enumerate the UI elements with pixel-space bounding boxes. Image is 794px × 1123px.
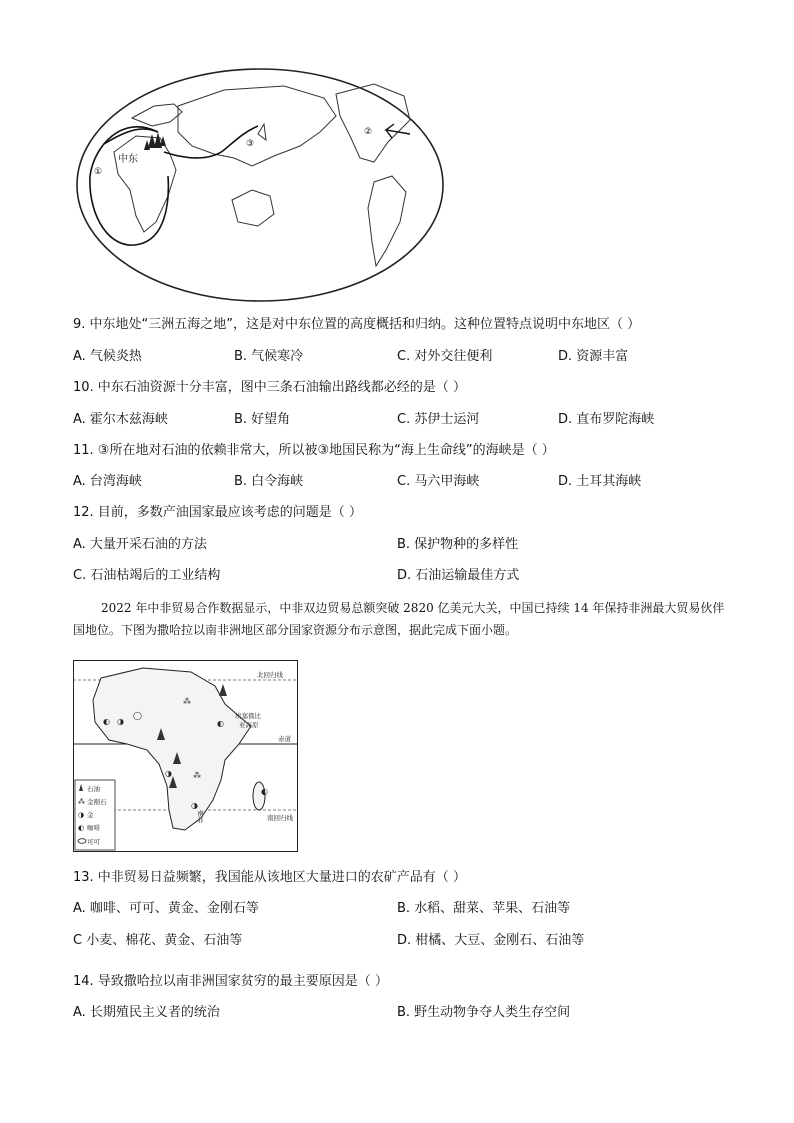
africa-resource-map [73,660,298,852]
north-america-outline [336,84,410,162]
q13-option-a[interactable]: A. 咖啡、可可、黄金、金刚石等 [73,901,259,916]
q14-option-a[interactable]: A. 长期殖民主义者的统治 [73,1005,220,1020]
diamond-symbol: ⁂ [183,697,191,706]
south-africa-label: 南非 [196,810,204,823]
legend-coffee: 咖啡 [87,824,100,832]
q9-option-d[interactable]: D. 资源丰富 [558,349,629,364]
reading-passage [73,597,733,641]
q9-option-a[interactable]: A. 气候炎热 [73,349,142,364]
route-arrow-america [386,124,410,138]
gold-icon: ◑ [78,811,85,819]
world-map-oil-routes [74,66,446,304]
legend-diamond: 金刚石 [87,798,107,806]
q11-option-c[interactable]: C. 马六甲海峡 [397,474,480,489]
tropic-north-label: 北回归线 [257,671,283,679]
map2-legend [75,780,115,850]
south-america-outline [368,176,406,266]
question-11-stem: 11. ③所在地对石油的依赖非常大，所以被③地国民称为“海上生命线”的海峡是（ ） [73,443,555,458]
continents [114,84,410,266]
ethiopia-label-1: 埃塞俄比 [235,712,261,720]
gold-symbol-3: ◑ [191,801,198,810]
ethiopia-label-2: 亚高原 [239,721,259,729]
passage-text: 2022 年中非贸易合作数据显示，中非双边贸易总额突破 2820 亿美元大关，中国已持续 14 年保持非洲最大贸易伙伴国地位。下图为撒哈拉以南非洲地区部分国家资源分布示意图，据此完成下面小题。 [73,601,725,637]
q13-option-d[interactable]: D. 柑橘、大豆、金刚石、石油等 [397,933,585,948]
diamond-symbol-2: ⁂ [193,771,201,780]
q13-option-c[interactable]: C 小麦、棉花、黄金、石油等 [73,933,243,948]
coffee-icon: ◐ [78,824,85,832]
australia-outline [232,190,274,226]
question-14-stem: 14. 导致撒哈拉以南非洲国家贫穷的最主要原因是（ ） [73,974,388,989]
coffee-symbol-3: ◐ [261,787,268,796]
q10-option-b[interactable]: B. 好望角 [234,412,291,427]
oil-routes [90,126,258,245]
q11-option-a[interactable]: A. 台湾海峡 [73,474,142,489]
gold-symbol-2: ◑ [165,769,172,778]
q11-option-d[interactable]: D. 土耳其海峡 [558,474,642,489]
q12-option-b[interactable]: B. 保护物种的多样性 [397,537,519,552]
legend-cocoa: 可可 [87,838,100,846]
question-13-stem: 13. 中非贸易日益频繁，我国能从该地区大量进口的农矿产品有（ ） [73,870,466,885]
q10-option-c[interactable]: C. 苏伊士运河 [397,412,480,427]
q10-option-d[interactable]: D. 直布罗陀海峡 [558,412,655,427]
japan-outline [258,124,266,140]
legend-gold: 金 [87,811,94,819]
q12-option-a[interactable]: A. 大量开采石油的方法 [73,537,207,552]
marker-2: ② [364,127,373,137]
q13-option-b[interactable]: B. 水稻、甜菜、苹果、石油等 [397,901,571,916]
coffee-symbol: ◐ [103,717,110,726]
q9-option-b[interactable]: B. 气候寒冷 [234,349,304,364]
tropic-south-label: 南回归线 [267,814,293,822]
q12-option-c[interactable]: C. 石油枯竭后的工业结构 [73,568,221,583]
question-9-stem: 9. 中东地处“三洲五海之地”，这是对中东位置的高度概括和归纳。这种位置特点说明中东地区（ ） [73,317,641,332]
marker-1: ① [94,167,103,177]
europe-outline [132,104,182,126]
gold-symbol: ◑ [117,717,124,726]
question-12-stem: 12. 目前，多数产油国家最应该考虑的问题是（ ） [73,505,362,520]
q12-option-d[interactable]: D. 石油运输最佳方式 [397,568,520,583]
middle-east-label: 中东 [118,154,138,165]
q14-option-b[interactable]: B. 野生动物争夺人类生存空间 [397,1005,571,1020]
cocoa-symbol: ◯ [133,711,142,720]
equator-label: 赤道 [278,735,291,743]
legend-oil: 石油 [87,785,100,793]
marker-3: ③ [246,139,255,149]
q10-option-a[interactable]: A. 霍尔木兹海峡 [73,412,168,427]
question-10-stem: 10. 中东石油资源十分丰富，图中三条石油输出路线都必经的是（ ） [73,380,466,395]
map-frame [77,69,443,301]
africa-outline [114,136,176,232]
q11-option-b[interactable]: B. 白令海峡 [234,474,304,489]
coffee-symbol-2: ◐ [217,719,224,728]
diamond-icon: ⁂ [78,798,85,806]
oil-derrick-icons [144,132,166,150]
q9-option-c[interactable]: C. 对外交往便利 [397,349,493,364]
